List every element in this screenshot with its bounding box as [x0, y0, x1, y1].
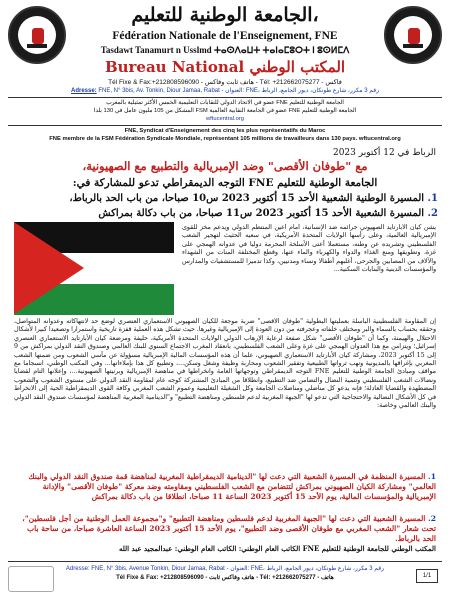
header-fr-line-1: FNE, Syndicat d'Enseignement des cinq les plus représentatifs du Maroc: [124, 128, 326, 134]
header-fr-line-2: FNE membre de la FSM Fédération Syndicale Mondiale, représentant 105 millions de travailleurs dans 130 pays. wftucentral.org: [49, 136, 401, 142]
march-item-text: المسيرة الوطنية الشعبية الأحد 15 أكتوبر 2023 س10 صباحا، من باب الحد بالرباط،: [69, 193, 425, 204]
header-divider: [8, 97, 442, 98]
membership-line-1: الجامعة الوطنية للتعليم FNE عضو في الاتحاد الدولي للنقابات التعليمية الخمس الأكثر تمثيلية بالمغرب: [106, 100, 344, 106]
body-paragraph-1: يشن كيان الأبارتايد الصهيوني جرائمه ضد الإنسانية، أمام أعين المنتظم الدولي ويدعم مخز للقوى الإمبريالية العالمية، وعلى رأسها الولايات المتحدة الأمريكية، في سعيه الحثيث لتهجير الشعب الفلسطيني وتشريده عن وطنه، مستعملا أعتى الأسلحة المحرمة دوليا في عدوانه الهمجي على غزة، وتطويقها ومنع الغذاء والدواء والكهرباء والماء عنها، وقطع المختلفة المنات من الشهداء والآلاف من المصابين والجرحى، أغلبهم أطفالا ونساء ومدنيين، وكذا تدميرا للمستشفيات والمدارس والمؤسسات الدينية والبنايات السكنية...: [182, 224, 436, 274]
fne-logo-left: [8, 6, 66, 64]
headline: مع "طوفان الأقصى" وضد الإمبريالية والتطبيع مع الصهيونية،: [82, 159, 368, 173]
membership-line-2: الجامعة الوطنية للتعليم FNE عضو في الجامعة النقابية العالمية FSM المشكل من 105 مليون عامل في 130 بلدا: [93, 108, 357, 114]
fne-logo-right: [384, 6, 442, 64]
bureau-national-title: Bureau National المكتب الوطني: [104, 58, 346, 76]
header-title-tz: Tasdawt Tanamurt n Usslmd ⵜⴰⵙⴷⴰⵡⵜ ⵜⴰⵏⴰⵎⵓⵔⵜ ⵏ ⵓⵙⵍⵎⴷ: [100, 45, 350, 55]
march-item-text: المسيرة الشعبية الأحد 15 أكتوبر 2023 س11 صباحا، من باب دكالة بمراكش: [98, 208, 425, 219]
footer-phone: Tél Fixe & Fax: +212808596090 - هاتف وفاكس ثابت - Tél: +212662075277 - هاتف: [116, 575, 334, 581]
header-title-ar: الجامعة الوطنية للتعليم،: [131, 4, 319, 26]
address-text: FNE, N° 3bis, Av. Tonkin, Diour Jamaa, Rabat - العنوان: FNE، رقم 3 مكرر، شارع طونكان، ديور الجامع، الرباط: [98, 88, 380, 94]
march-item-number: 1.: [427, 193, 438, 204]
address-label: Adresse:: [70, 88, 97, 94]
signoff-secretary: الكاتب العام الوطني: عبدالمجيد عبد الله: [118, 544, 237, 553]
call-item-text: المسيرة الشعبية التي دعت لها "الجبهة المغربية لدعم فلسطين ومناهضة التطبيع" و"مجموعة العمل الوطنية من أجل فلسطين"، تحت شعار "الشعب المغربي مع طوفان الأقصى وضد التطبيع"، يوم الأحد 15 أكتوبر 2023 الساعة العاشرة صباحا، من ساحة باب الحد بالرباط.: [22, 514, 436, 543]
subheadline: الجامعة الوطنية للتعليم FNE التوجه الديمقراطي تدعو للمشاركة في:: [72, 177, 378, 189]
body-paragraph-2: إن المقاومة الفلسطينية الباسلة بعمليتها البطولية "طوفان الأقصى" ضربة موجعة للكيان الصهيوني الاستعماري العنصري لوضع حد لانتهاكاته وعدوانه المتواصل، وحققه بحساب بالسماء والبر ومختلف خلفاته وعجرفته من دون العودة إلى الإمبريالية وغيرها. حيث تشكل هذه العملية قفزة تاريخية واستمرارا وتصعيدا كبيرا لأشكال الاحتلال والهيمنة، وكما أن "طوفان الأقصى" شكل صفعة لرعاية الإرهاب الدولي الولايات المتحدة الأمريكية، حليفة ومرضعة كيان الأبارتايد الاستعماري العنصري إسرائيل؛ ويتزامن مع هذا العدوان الهمجي على غزة وعلى الشعب الفلسطيني، بانعقاد المغرب الاجتماع السنوي للبنك العالمي وصندوق النقد الدولي بمراكش من 9 إلى 15 أكتوبر 2023، ومشاركة كيان الأبارتايد الاستعماري الصهيوني، علما أن هذه المؤسسات المالية الإمبريالية مسؤولة عن مآسي الشعوب ومن ضمنها الشعب المغربي بإغراقها بالمديونية ونهب ثرواتها الطبيعية وتفقير الشعوب ومحاربة وظيفة وشغل وسكن...، وتطبيع كل هذا بإملاءاتها... وفي المكتب الوطني، انسجاما مع مواقف ومبادئ الجامعة الوطنية للتعليم FNE التوجه الديمقراطي وتوجهاتها العامة وانخراطها في مناهضة الإمبريالية وبرنيتها الصهيونية...، وإعلانها التام لقضايا ونضالات الشعب الفلسطيني وتنمية النضال والتضامن ضد التطبيع، وانطلاقا من المبادئ المشتركة كوجه عام لمقاومة النقد الدولي على مستوى الشعوب والشعوب المضطهدة والقضايا العادلة؛ فإنه يدعو كل مناضلي ومناضلات الجامعة وكل الشغيلة التعليمية وعموم الشعب المغربي وكافة القوى الديمقراطية الحية إلى الانخراط في كل الأشكال النضالية والاحتجاجية التي تدعو لها "الجبهة المغربية لدعم فلسطين ومناهضة التطبيع" و"الدينامية المغربية المناهضة لمؤسسات صندوق النقد الدولي والبنك العالمي وخاصة:: [14, 318, 436, 410]
website-link[interactable]: wftucentral.org: [205, 116, 245, 122]
header-divider-2: [8, 125, 442, 126]
call-item-2: [14, 514, 436, 544]
call-item-1: [14, 472, 436, 512]
document-date: الرباط في 12 أكتوبر 2023: [332, 148, 436, 158]
signoff: [14, 544, 436, 554]
call-item-text: المسيرة المنظمة في المسيرة الشعبية التي دعت لها "الدينامية الديمقراطية المغربية لمناهضة قمة صندوق النقد الدولي والبنك العالمي" ومشاركة الكيان الصهيوني بمراكش لتتضامن مع الشعب الفلسطيني ومقاومته وضد معركة "طوفان الأقصى" والإدانة الإمبريالية والمؤسسات المالية، يوم الأحد 15 أكتوبر 2023 الساعة 11 صباحا، انطلاقا من باب دكالة بمراكش: [28, 472, 436, 501]
header-title-fr: Fédération Nationale de l'Enseignement, FNE: [112, 30, 338, 42]
header-phone: Tél Fixe & Fax:+212808596090 - هاتف ثابت وفاكس - Tél: +212662075277 - فاكس: [108, 79, 342, 86]
footer-divider: [8, 561, 442, 562]
call-item-mark: 2.: [428, 514, 436, 523]
call-item-mark: 1.: [428, 472, 436, 481]
page-number: 1/1: [416, 569, 438, 583]
palestine-flag-image: [14, 222, 174, 315]
footer-address: Adresse: FNE, N° 3bis, Avenue Tonkin, Diour Jamaa, Rabat - العنوان: FNE، رقم 3 مكرر، شارع طونكان، ديور الجامع، الرباط: [65, 566, 385, 572]
header-address: [8, 87, 442, 94]
signoff-office: المكتب الوطني للجامعة الوطنية للتعليم FNE الكاتب العام الوطني:: [238, 544, 436, 553]
march-item-2: [14, 207, 438, 220]
march-item-number: 2.: [427, 208, 438, 219]
stamp-signature: [8, 566, 54, 592]
march-item-1: [14, 192, 438, 205]
